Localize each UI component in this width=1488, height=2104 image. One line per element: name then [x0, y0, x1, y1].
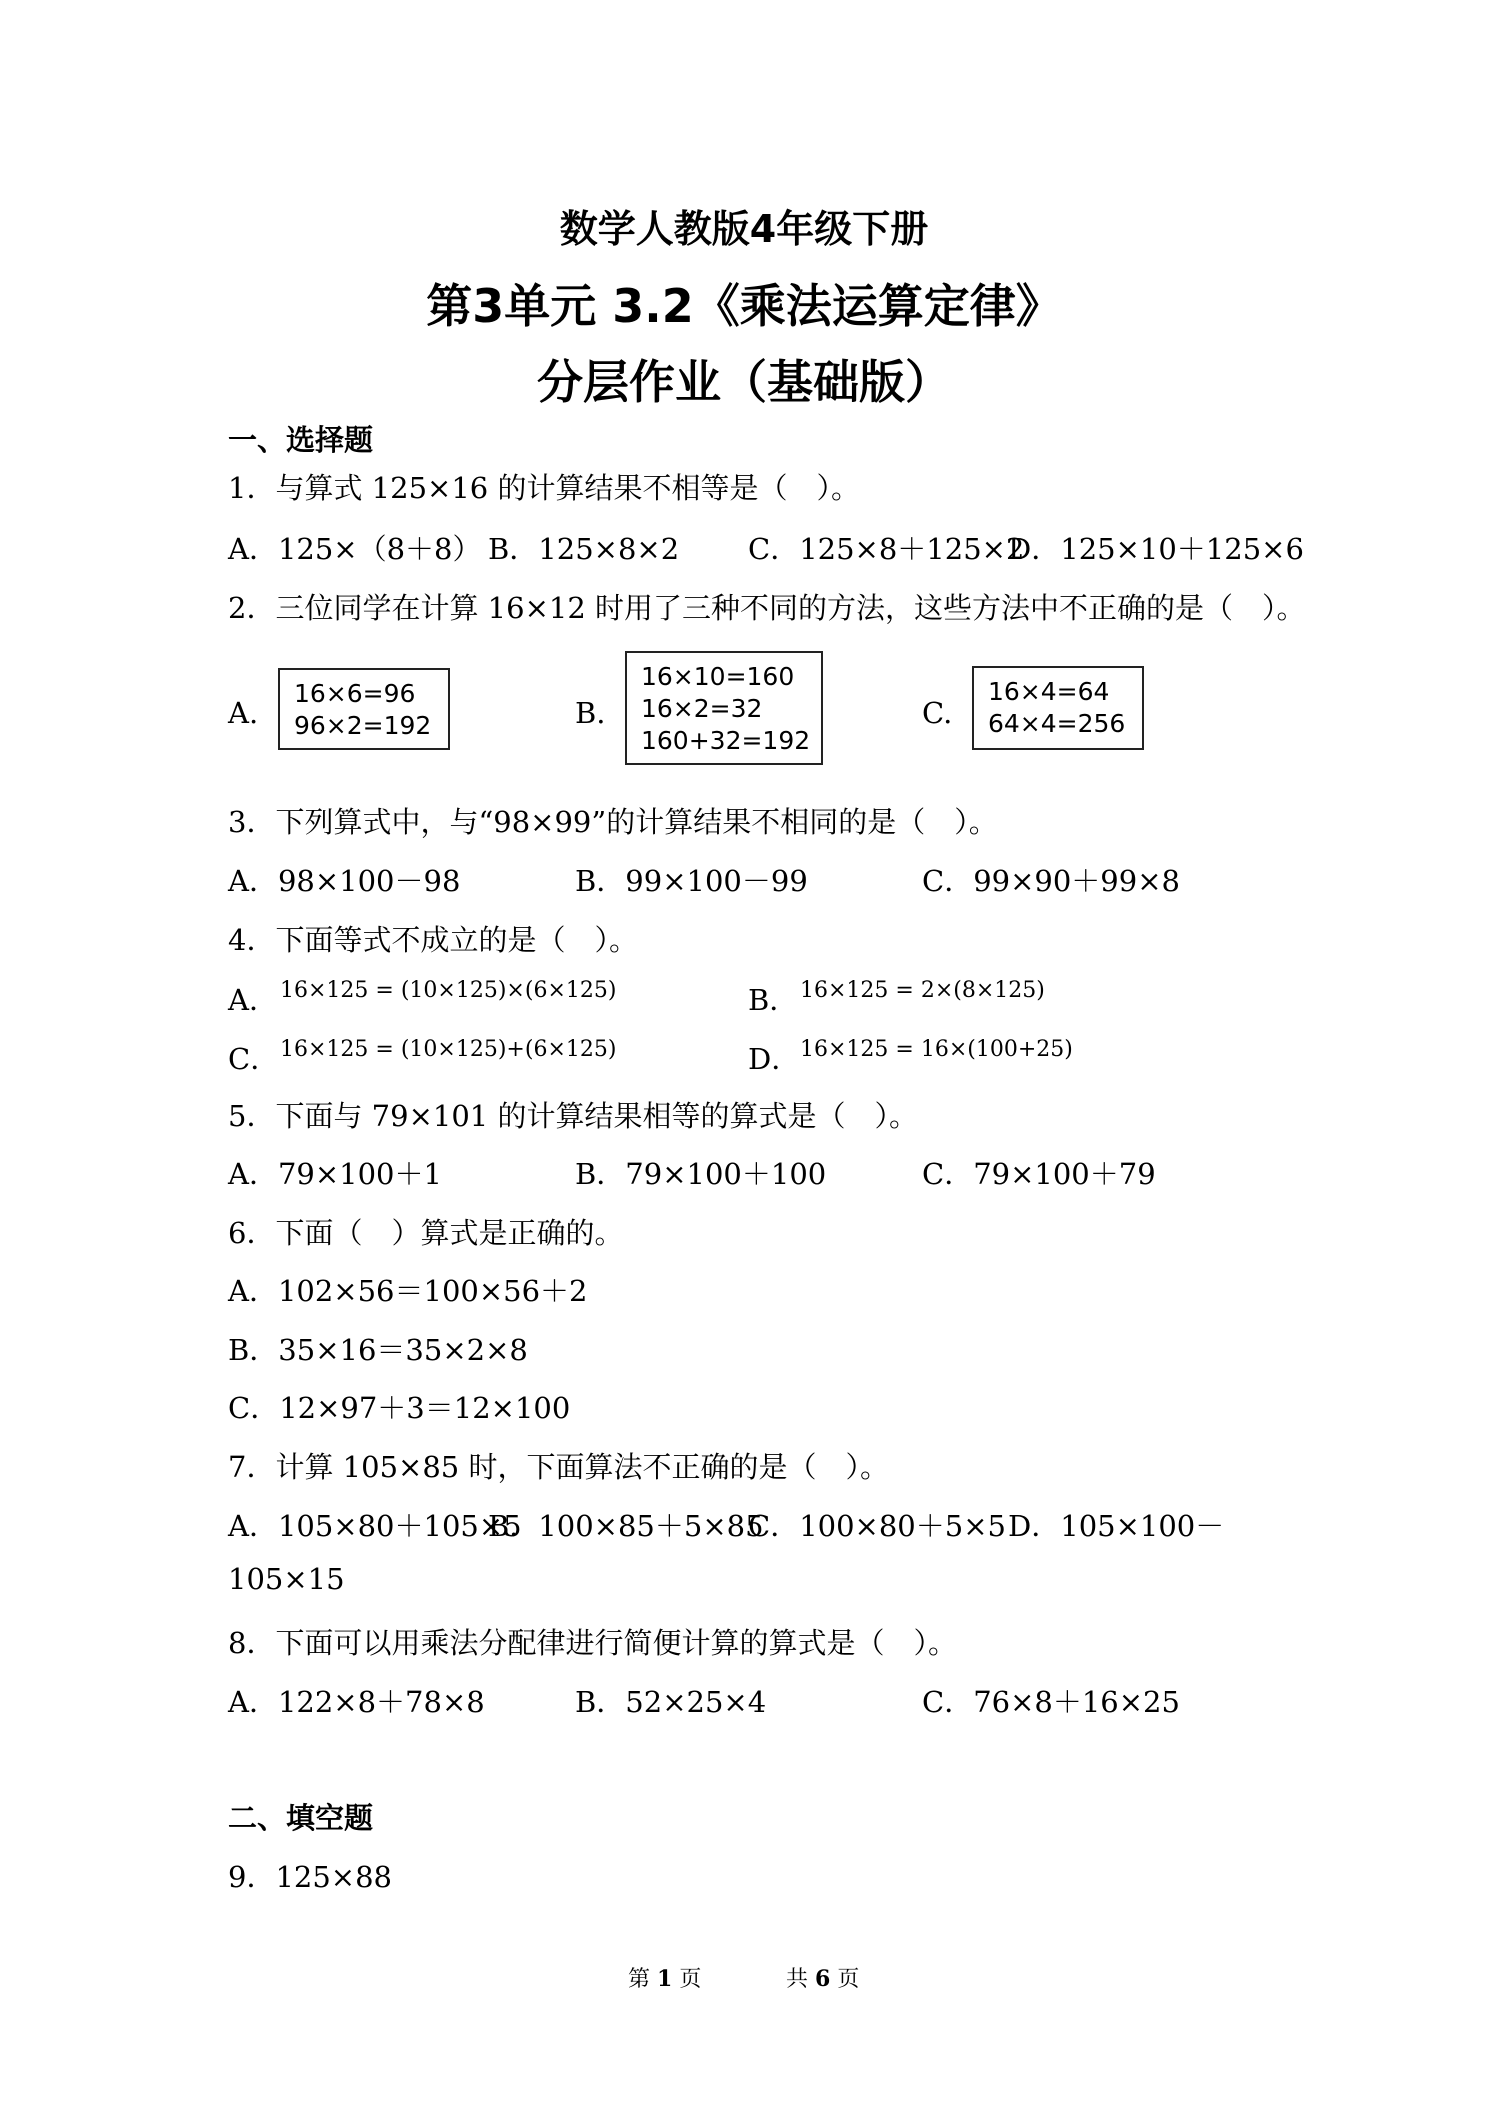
total-num: 6: [815, 1966, 831, 1992]
section-fill-heading: 二、填空题: [228, 1801, 374, 1835]
question-5-stem: 5．下面与 79×101 的计算结果相等的算式是（ ）。: [228, 1099, 918, 1133]
question-6-stem: 6．下面（ ）算式是正确的。: [228, 1216, 624, 1250]
total-suffix: 页: [837, 1967, 860, 1992]
question-1-option-a: A．125×（8＋8）: [228, 532, 482, 566]
question-5-option-b: B．79×100＋100: [575, 1157, 827, 1191]
homework-title: 分层作业（基础版）: [537, 355, 951, 409]
total-pages: [786, 1962, 859, 1993]
question-5-option-c: C．79×100＋79: [922, 1157, 1156, 1191]
question-3-stem: 3．下列算式中，与“98×99”的计算结果不相同的是（ ）。: [228, 805, 998, 839]
question-7-option-d-continued: 105×15: [228, 1562, 345, 1596]
question-2-option-b-box: [625, 651, 823, 765]
subject-title: 数学人教版4年级下册: [559, 207, 929, 251]
box-a-line-1: 16×6=96: [294, 679, 416, 708]
section-choice-heading: 一、选择题: [228, 423, 374, 457]
question-1-option-d: D．125×10＋125×6: [1008, 532, 1304, 566]
question-1-stem: 1．与算式 125×16 的计算结果不相等是（ ）。: [228, 471, 860, 505]
question-6-option-c: C．12×97＋3＝12×100: [228, 1391, 571, 1425]
page-num: 1: [657, 1966, 673, 1992]
question-3-option-c: C．99×90＋99×8: [922, 864, 1180, 898]
question-2-stem: 2．三位同学在计算 16×12 时用了三种不同的方法，这些方法中不正确的是（ ）。: [228, 591, 1306, 625]
question-7-stem: 7．计算 105×85 时，下面算法不正确的是（ ）。: [228, 1450, 889, 1484]
question-2-option-b-label: B.: [575, 696, 606, 730]
question-5-option-a: A．79×100＋1: [228, 1157, 442, 1191]
question-4-option-d: 16×125 = 16×(100+25): [800, 1037, 1073, 1062]
question-4-option-a: 16×125 = (10×125)×(6×125): [280, 978, 617, 1003]
question-4-option-c: 16×125 = (10×125)+(6×125): [280, 1037, 617, 1062]
question-7-option-b: B．100×85＋5×85: [488, 1509, 764, 1543]
box-b-line-3: 160+32=192: [641, 726, 811, 755]
box-b-line-2: 16×2=32: [641, 694, 763, 723]
question-8-stem: 8．下面可以用乘法分配律进行简便计算的算式是（ ）。: [228, 1626, 957, 1660]
question-4-stem: 4．下面等式不成立的是（ ）。: [228, 923, 638, 957]
page-prefix: 第: [628, 1967, 651, 1992]
question-7-option-c: C．100×80＋5×5: [748, 1509, 1006, 1543]
unit-title: 第3单元 3.2《乘法运算定律》: [426, 279, 1062, 333]
question-7-option-d: D．105×100－: [1008, 1509, 1225, 1543]
question-4-option-c-label: C．: [228, 1042, 280, 1076]
question-8-option-c: C．76×8＋16×25: [922, 1685, 1180, 1719]
question-2-option-a-box: [278, 668, 450, 750]
question-2-option-a-label: A.: [228, 696, 259, 730]
question-4-option-b: 16×125 = 2×(8×125): [800, 978, 1045, 1003]
question-4-option-d-label: D．: [748, 1042, 801, 1076]
question-1-option-b: B．125×8×2: [488, 532, 680, 566]
question-3-option-a: A．98×100－98: [228, 864, 461, 898]
question-3-option-b: B．99×100－99: [575, 864, 808, 898]
total-prefix: 共: [786, 1967, 809, 1992]
question-6-option-b: B．35×16＝35×2×8: [228, 1333, 528, 1367]
question-9-stem: 9．125×88: [228, 1860, 393, 1894]
question-8-option-a: A．122×8＋78×8: [228, 1685, 485, 1719]
page-suffix: 页: [679, 1967, 702, 1992]
question-2-option-c-label: C.: [922, 696, 953, 730]
box-c-line-2: 64×4=256: [988, 709, 1126, 738]
question-6-option-a: A．102×56＝100×56＋2: [228, 1274, 588, 1308]
question-4-option-a-label: A．: [228, 983, 278, 1017]
question-4-option-b-label: B．: [748, 983, 799, 1017]
box-c-line-1: 16×4=64: [988, 677, 1110, 706]
box-b-line-1: 16×10=160: [641, 662, 795, 691]
question-2-option-c-box: [972, 666, 1144, 750]
question-8-option-b: B．52×25×4: [575, 1685, 767, 1719]
box-a-line-2: 96×2=192: [294, 711, 432, 740]
question-1-option-c: C．125×8＋125×2: [748, 532, 1025, 566]
question-7-option-a: A．105×80＋105×5: [228, 1509, 522, 1543]
page-number: [628, 1962, 701, 1993]
